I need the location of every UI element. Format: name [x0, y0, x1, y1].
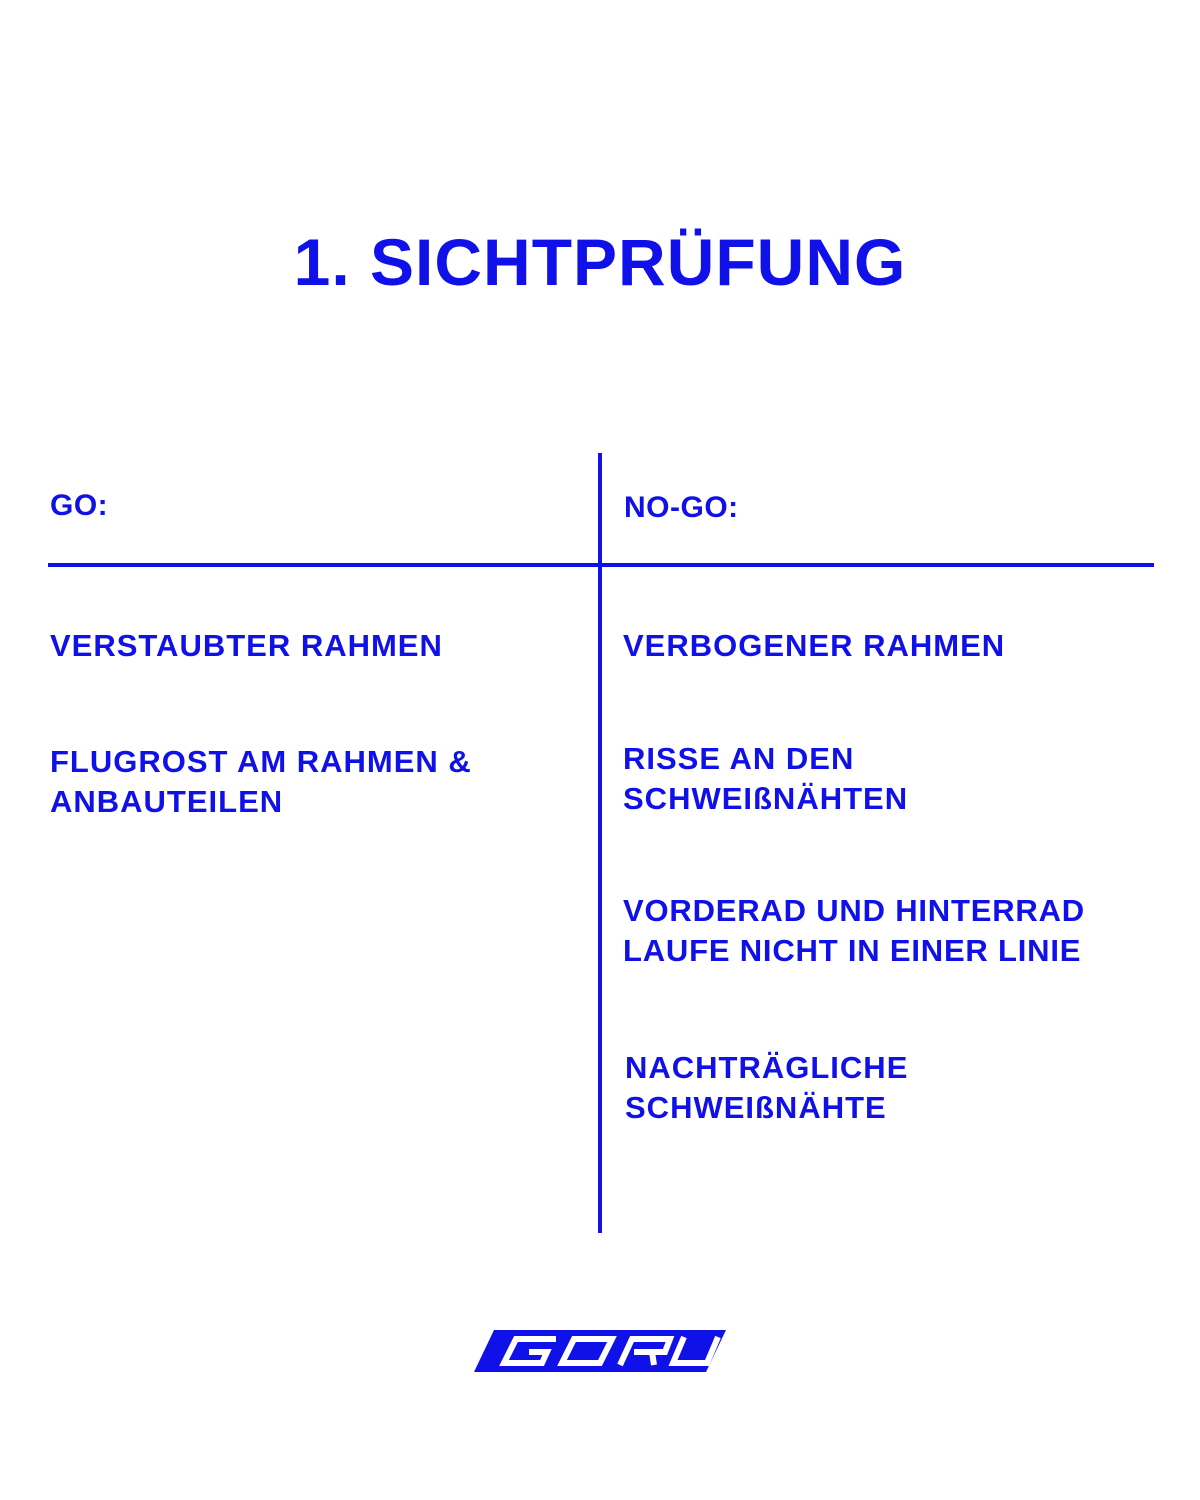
- nogo-item-wheel-alignment: [623, 891, 1085, 971]
- page-title: 1. SICHTPRÜFUNG: [293, 225, 907, 299]
- nogo-item-bent-frame: [623, 626, 1005, 666]
- nogo-item-line: VERBOGENER RAHMEN: [623, 628, 1006, 663]
- go-item-dusty-frame: [50, 626, 443, 666]
- go-item-line: ANBAUTEILEN: [50, 784, 284, 819]
- nogo-item-line: LAUFE NICHT IN EINER LINIE: [623, 933, 1082, 968]
- go-heading: GO:: [50, 489, 109, 522]
- nogo-item-line: SCHWEIßNÄHTEN: [623, 781, 909, 816]
- header-divider-horizontal: [48, 563, 1154, 567]
- nogo-item-line: SCHWEIßNÄHTE: [625, 1090, 887, 1125]
- nogo-item-line: NACHTRÄGLICHE: [625, 1050, 909, 1085]
- nogo-item-retrofit-welds: [625, 1048, 908, 1128]
- nogo-item-line: RISSE AN DEN: [623, 741, 855, 776]
- nogo-heading: NO-GO:: [624, 491, 739, 524]
- go-item-surface-rust: [50, 742, 472, 822]
- go-item-line: FLUGROST AM RAHMEN &: [50, 744, 472, 779]
- goru-logo-icon: [474, 1330, 726, 1372]
- column-divider-vertical: [598, 453, 602, 1233]
- nogo-item-line: VORDERAD UND HINTERRAD: [623, 893, 1085, 928]
- go-item-line: VERSTAUBTER RAHMEN: [50, 628, 443, 663]
- nogo-item-weld-cracks: [623, 739, 908, 819]
